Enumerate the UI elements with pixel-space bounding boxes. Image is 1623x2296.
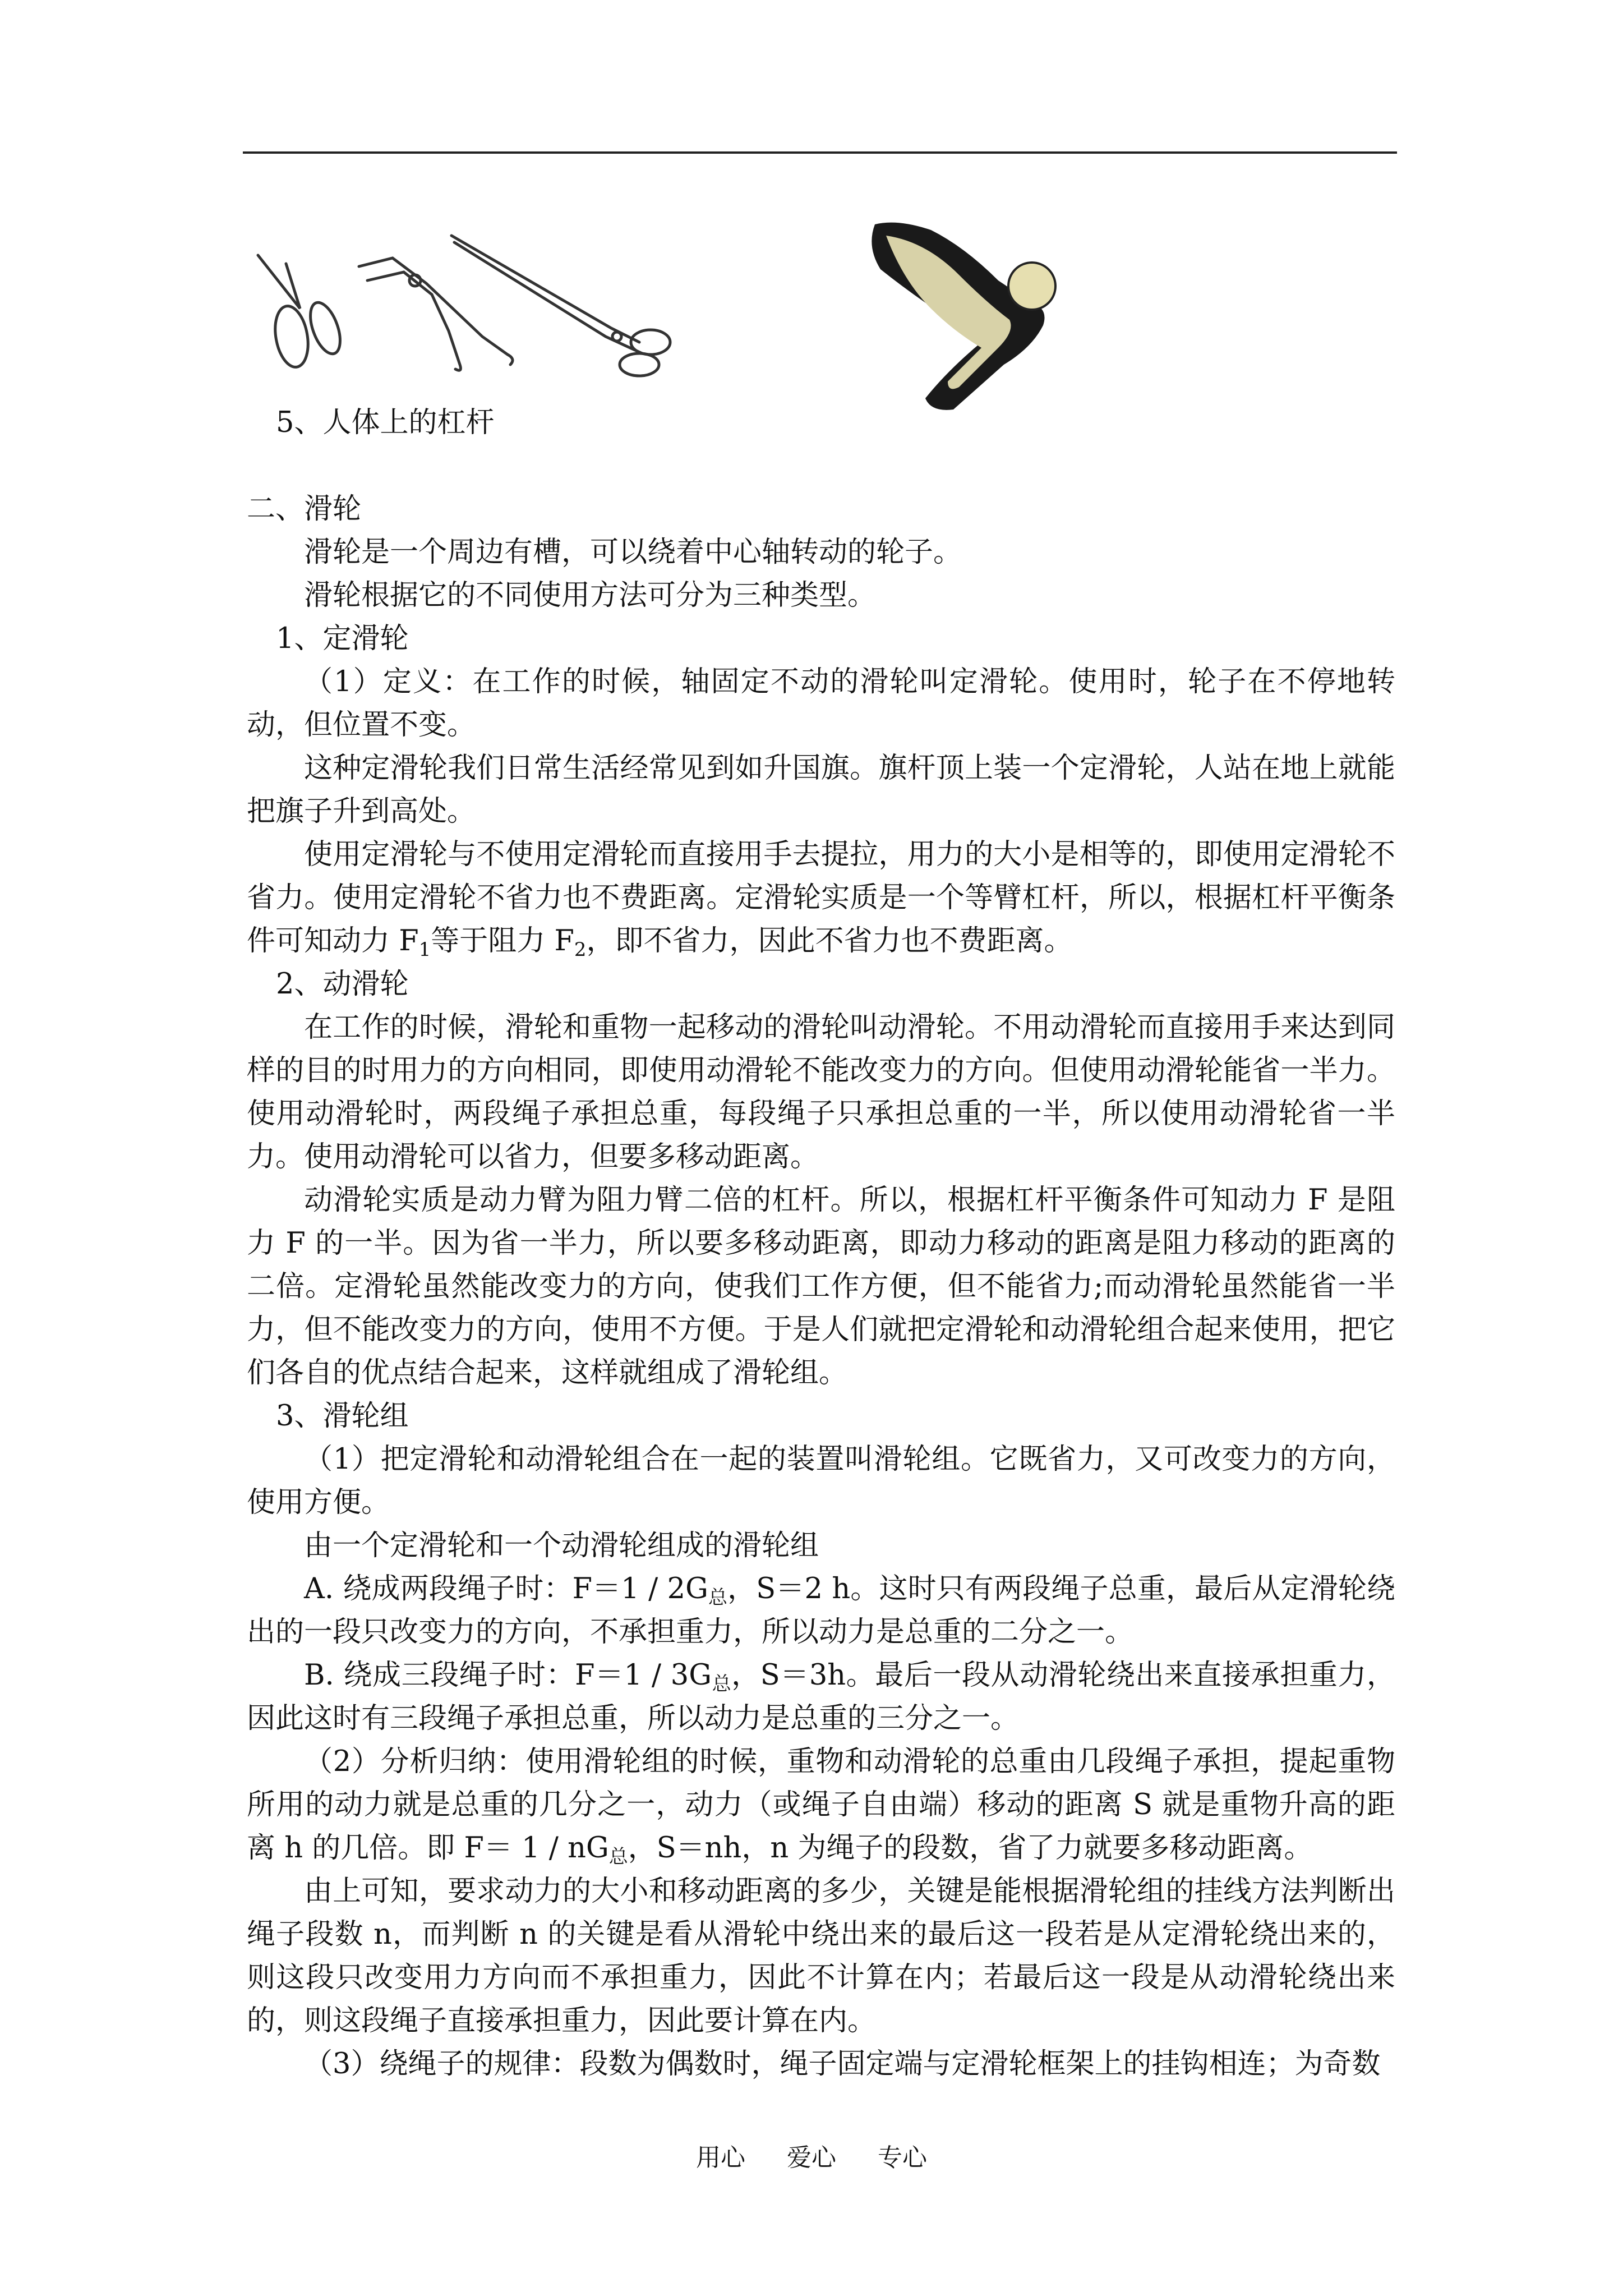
- pulley-block-case-b: [247, 1654, 1395, 1740]
- pulley-block-case-a: [247, 1567, 1395, 1654]
- header-rule: [243, 151, 1397, 154]
- pulley-block-summary: [247, 1740, 1395, 1870]
- subscript: 2: [574, 938, 587, 961]
- text-segment: B. 绕成三段绳子时：F＝1 / 3G: [304, 1659, 712, 1692]
- fixed-pulley-heading: 1、定滑轮: [276, 622, 409, 655]
- tools-illustration: [247, 224, 695, 387]
- text-segment: ，S＝nh，n 为绳子的段数，省了力就要多移动距离。: [628, 1832, 1313, 1865]
- text-segment: ，S＝3h。最后一段从动滑轮绕出来直接承担重力，因此这时有三段绳子承担总重，所以动力是总重的三分之一。: [247, 1659, 1396, 1735]
- moving-pulley-essence: 动滑轮实质是动力臂为阻力臂二倍的杠杆。所以，根据杠杆平衡条件可知动力 F 是阻力 F 的一半。因为省一半力，所以要多移动距离，即动力移动的距离是阻力移动的距离的二倍。定滑轮虽然能改变力的方向，使我们工作方便，但不能省力;而动滑轮虽然能省一半力，但不能改变力的方向，使用不方便。于是人们就把定滑轮和动滑轮组合起来使用，把它们各自的优点结合起来，这样就组成了滑轮组。: [247, 1184, 1395, 1389]
- text-segment: A. 绕成两段绳子时：F＝1 / 2G: [304, 1572, 708, 1605]
- pulley-block-analysis: 由上可知，要求动力的大小和移动距离的多少，关键是能根据滑轮组的挂线方法判断出绳子段数 n，而判断 n 的关键是看从滑轮中绕出来的最后这一段若是从定滑轮绕出来的，则这段只改变用力方向而不承担重力，因此不计算在内；若最后这一段是从动滑轮绕出来的，则这段绳子直接承担重力，因此要计算在内。: [247, 1875, 1395, 2037]
- section-5-heading: 5、人体上的杠杆: [276, 406, 495, 439]
- document-body: [247, 401, 1395, 2086]
- page-footer: [0, 2137, 1623, 2173]
- text-segment: 等于阻力 F: [431, 924, 574, 958]
- pulley-block-definition: （1）把定滑轮和动滑轮组合在一起的装置叫滑轮组。它既省力，又可改变力的方向，使用方便。: [247, 1443, 1395, 1519]
- text-segment: 使用定滑轮与不使用定滑轮而直接用手去提拉，用力的大小是相等的，即使用定滑轮不省力。使用定滑轮不省力也不费距离。定滑轮实质是一个等臂杠杆，所以，根据杠杆平衡条件可知动力 F: [247, 838, 1395, 958]
- footer-word: 爱心: [787, 2143, 836, 2172]
- footer-word: 用心: [696, 2143, 745, 2172]
- arm-illustration: [864, 219, 1099, 415]
- pulley-block-heading: 3、滑轮组: [276, 1400, 409, 1433]
- subscript: 总: [712, 1673, 732, 1695]
- moving-pulley-heading: 2、动滑轮: [276, 968, 409, 1001]
- moving-pulley-definition: 在工作的时候，滑轮和重物一起移动的滑轮叫动滑轮。不用动滑轮而直接用手来达到同样的目的时用力的方向相同，即使用动滑轮不能改变力的方向。但使用动滑轮能省一半力。使用动滑轮时，两段绳子承担总重，每段绳子只承担总重的一半，所以使用动滑轮省一半力。使用动滑轮可以省力，但要多移动距离。: [247, 1011, 1395, 1174]
- fixed-pulley-force: [247, 833, 1395, 963]
- text-segment: ，S＝2 h。这时只有两段绳子总重，最后从定滑轮绕出的一段只改变力的方向，不承担重力，所以动力是总重的二分之一。: [247, 1572, 1396, 1649]
- subscript: 1: [418, 938, 431, 961]
- subscript: 总: [608, 1846, 628, 1868]
- pulley-block-combo: 由一个定滑轮和一个动滑轮组成的滑轮组: [304, 1529, 819, 1562]
- text-segment: （2）分析归纳：使用滑轮组的时候，重物和动滑轮的总重由几段绳子承担，提起重物所用的动力就是总重的几分之一，动力（或绳子自由端）移动的距离 S 就是重物升高的距离 h 的几倍。即 F＝ 1 / nG: [247, 1745, 1395, 1865]
- fixed-pulley-example: 这种定滑轮我们日常生活经常见到如升国旗。旗杆顶上装一个定滑轮，人站在地上就能把旗子升到高处。: [247, 752, 1395, 828]
- subscript: 总: [708, 1586, 728, 1609]
- fixed-pulley-definition: （1）定义：在工作的时候，轴固定不动的滑轮叫定滑轮。使用时，轮子在不停地转动，但位置不变。: [247, 665, 1395, 742]
- pulley-intro-2: 滑轮根据它的不同使用方法可分为三种类型。: [304, 579, 877, 612]
- pulley-intro-1: 滑轮是一个周边有槽，可以绕着中心轴转动的轮子。: [304, 536, 962, 569]
- footer-word: 专心: [878, 2143, 927, 2172]
- section-pulley-heading: 二、滑轮: [247, 493, 362, 526]
- pulley-block-rule: （3）绕绳子的规律：段数为偶数时，绳子固定端与定滑轮框架上的挂钩相连；为奇数: [304, 2047, 1381, 2081]
- text-segment: ，即不省力，因此不省力也不费距离。: [586, 924, 1073, 958]
